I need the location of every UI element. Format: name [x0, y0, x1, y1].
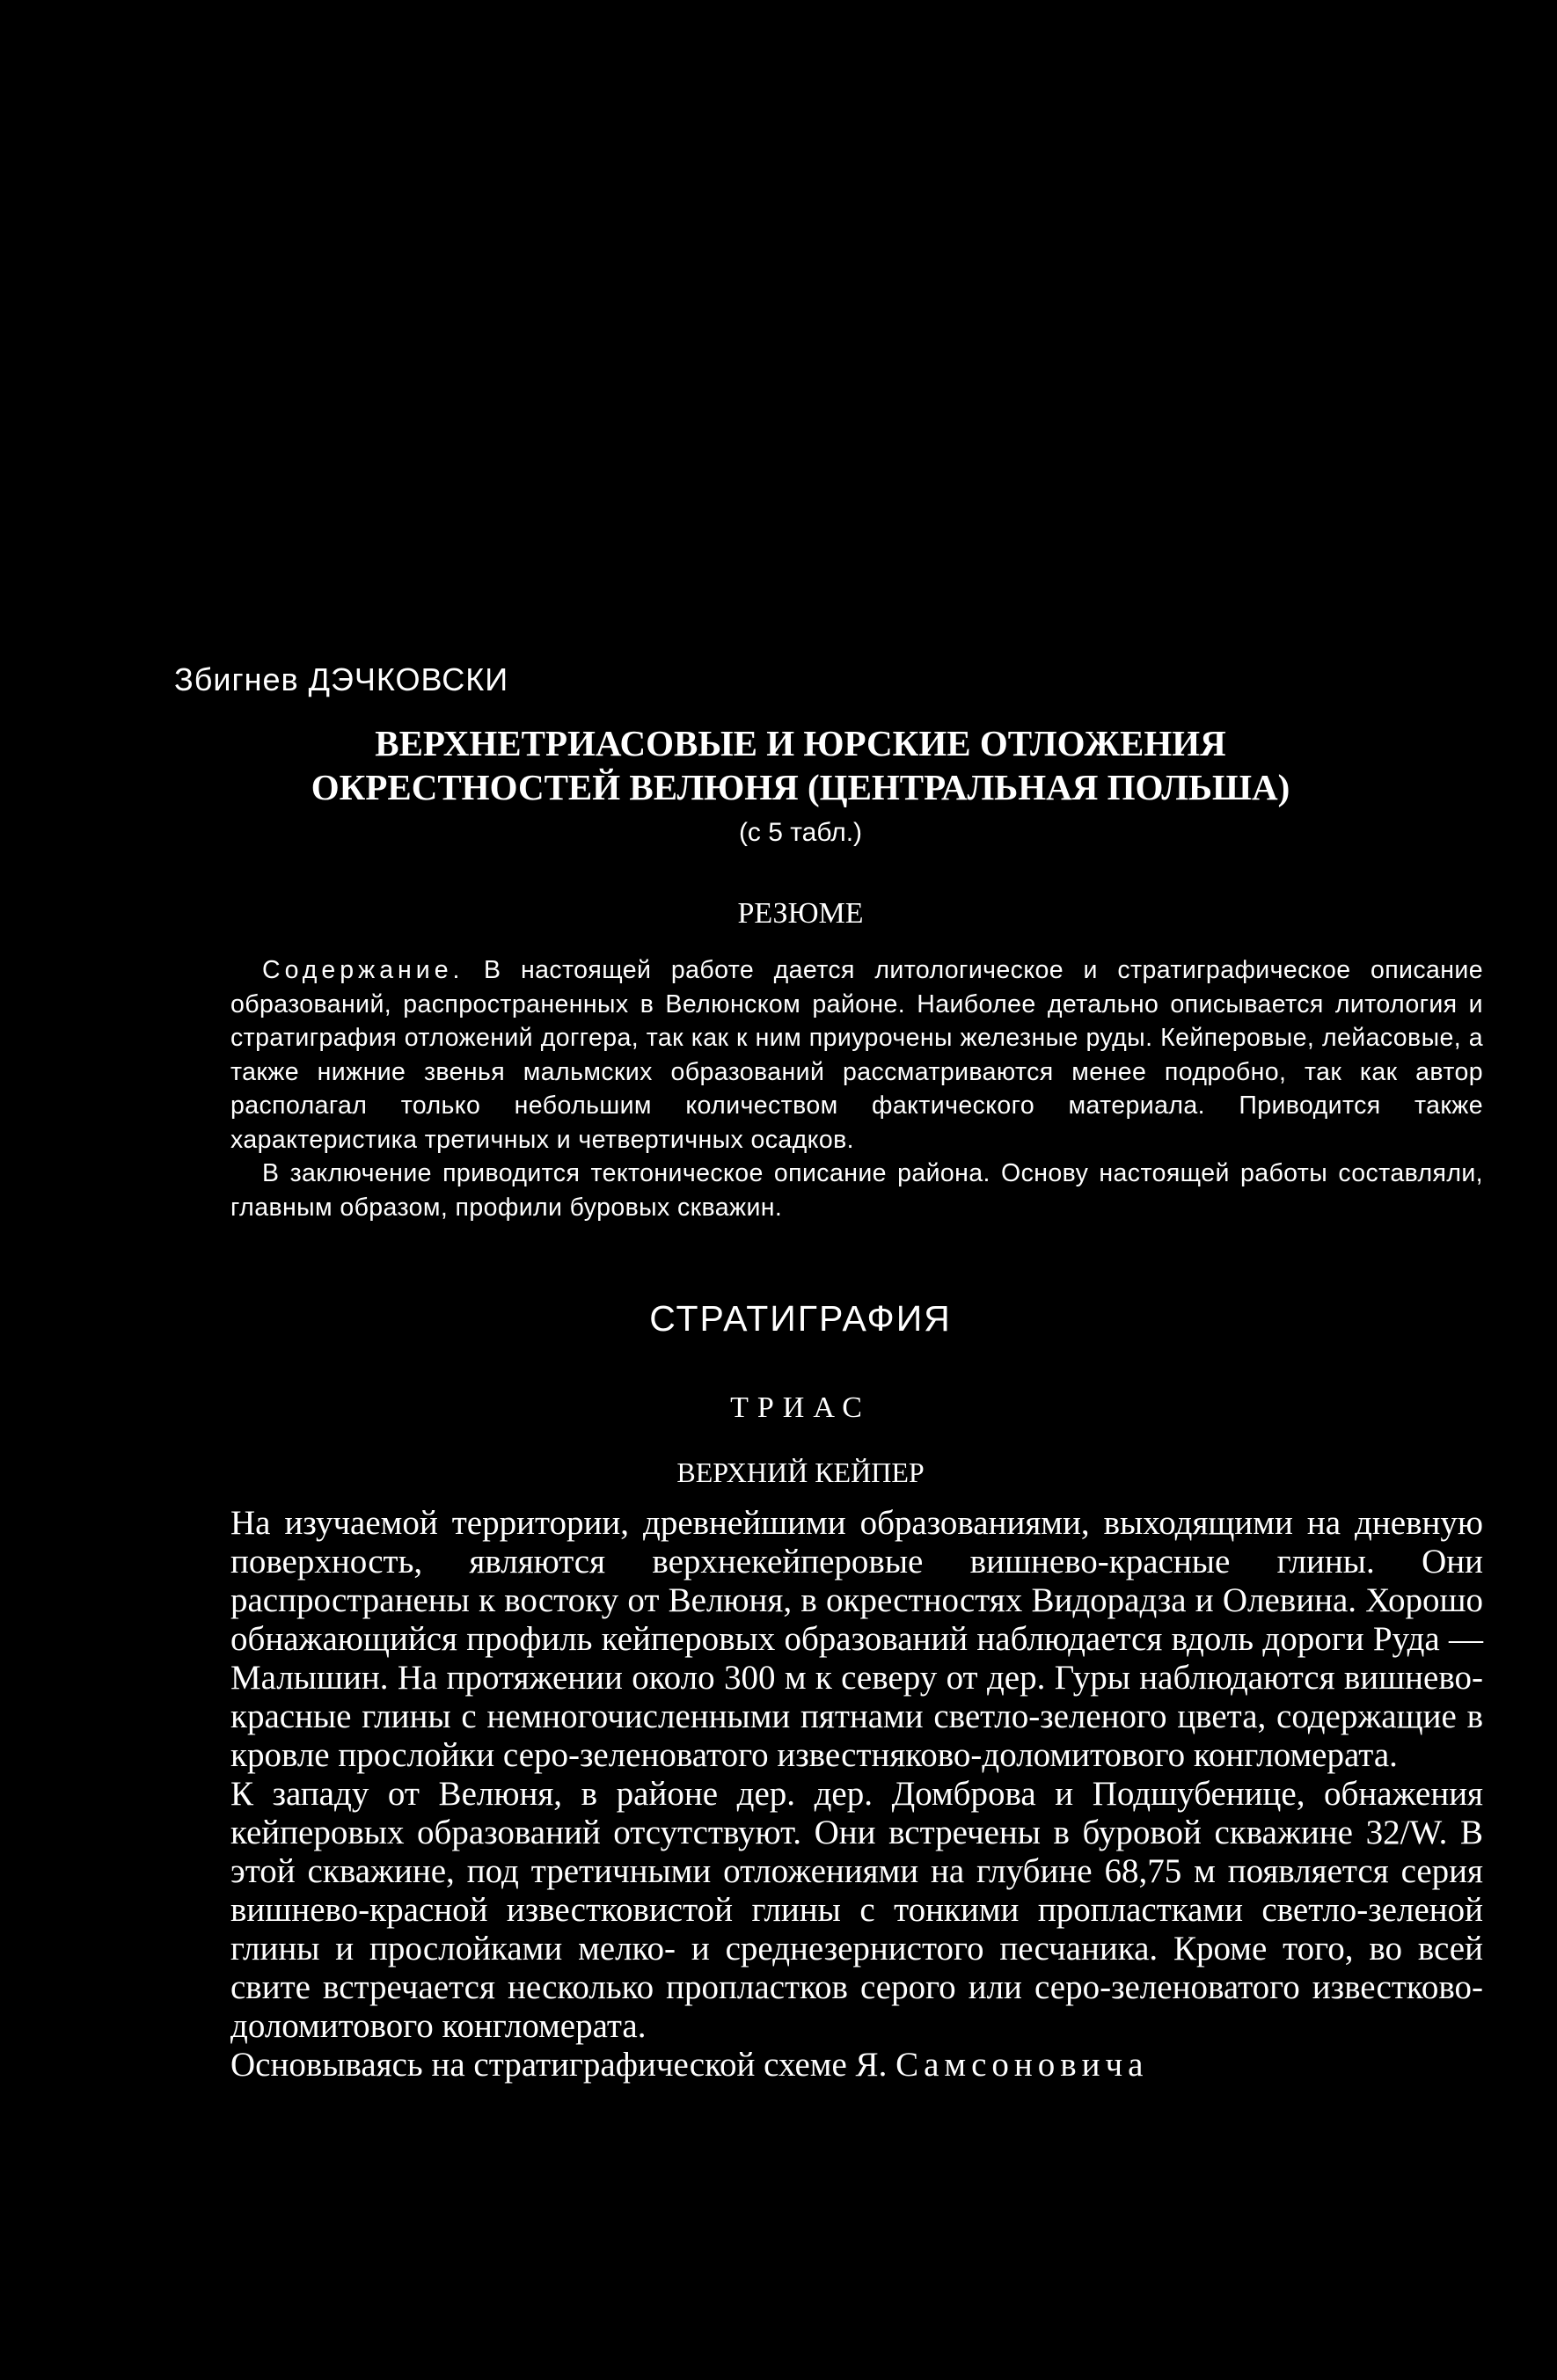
resume-heading: РЕЗЮМЕ — [737, 897, 864, 930]
body-paragraph-3 — [230, 2046, 1483, 2084]
subsection-heading: ТРИАС — [730, 1391, 871, 1424]
body-paragraph-1: На изучаемой территории, древнейшими образованиями, выходящими на дневную поверхность, являются верхнекейперовые вишнево-красные глины. Они распространены к востоку от Велюня, в окрестностях Видорадза и Олевина. Хорошо обнажающийся профиль кейперовых образований наблюдается вдоль дороги Руда — Малышин. На протяжении около 300 м к северу от дер. Гуры наблюдаются вишнево-красные глины с немногочисленными пятнами светло-зеленого цвета, содержащие в кровле прослойки серо-зеленоватого известняково-доломитового конгломерата. — [230, 1504, 1483, 1774]
body-paragraph-3-start: Основываясь на стратиграфической схеме Я. — [230, 2046, 896, 2084]
tables-note: (с 5 табл.) — [738, 818, 863, 847]
summary-paragraph-1 — [230, 953, 1483, 1157]
body-paragraph-2: К западу от Велюня, в районе дер. дер. Домброва и Подшубенице, обнажения кейперовых образований отсутствуют. Они встречены в буровой скважине 32/W. В этой скважине, под третичными отложениями на глубине 68,75 м появляется серия вишнево-красной известковистой глины с тонкими пропластками светло-зеленой глины и прослойками мелко- и среднезернистого песчаника. Кроме того, во всей свите встречается несколько пропластков серого или серо-зеленоватого известково-доломитового конгломерата. — [230, 1775, 1483, 2045]
paper-title-line-2: ОКРЕСТНОСТЕЙ ВЕЛЮНЯ (ЦЕНТРАЛЬНАЯ ПОЛЬША) — [311, 767, 1290, 807]
paper-title-line-1: ВЕРХНЕТРИАСОВЫЕ И ЮРСКИЕ ОТЛОЖЕНИЯ — [375, 723, 1226, 763]
body-text — [230, 1504, 1483, 2084]
sub-subsection-heading: ВЕРХНИЙ КЕЙПЕР — [676, 1456, 925, 1488]
summary-label: Содержание. — [262, 956, 464, 984]
summary-block — [230, 953, 1483, 1224]
section-heading: СТРАТИГРАФИЯ — [649, 1298, 952, 1339]
cited-author-name: Самсоновича — [895, 2046, 1149, 2084]
paper-title — [229, 721, 1372, 809]
author-name: Збигнев ДЭЧКОВСКИ — [174, 661, 509, 697]
summary-text-1: В настоящей работе дается литологическое и стратиграфическое описание образований, распространенных в Велюнском районе. Наиболее детально описывается литология и стратиграфия отложений доггера, так как к ним приурочены железные руды. Кейперовые, лейасовые, а также нижние звенья мальмских образований рассматриваются менее подробно, так как автор располагал только небольшим количеством фактического материала. Приводится также характеристика третичных и четвертичных осадков. — [230, 956, 1483, 1154]
summary-paragraph-2: В заключение приводится тектоническое описание района. Основу настоящей работы составляли, главным образом, профили буровых скважин. — [230, 1159, 1483, 1222]
